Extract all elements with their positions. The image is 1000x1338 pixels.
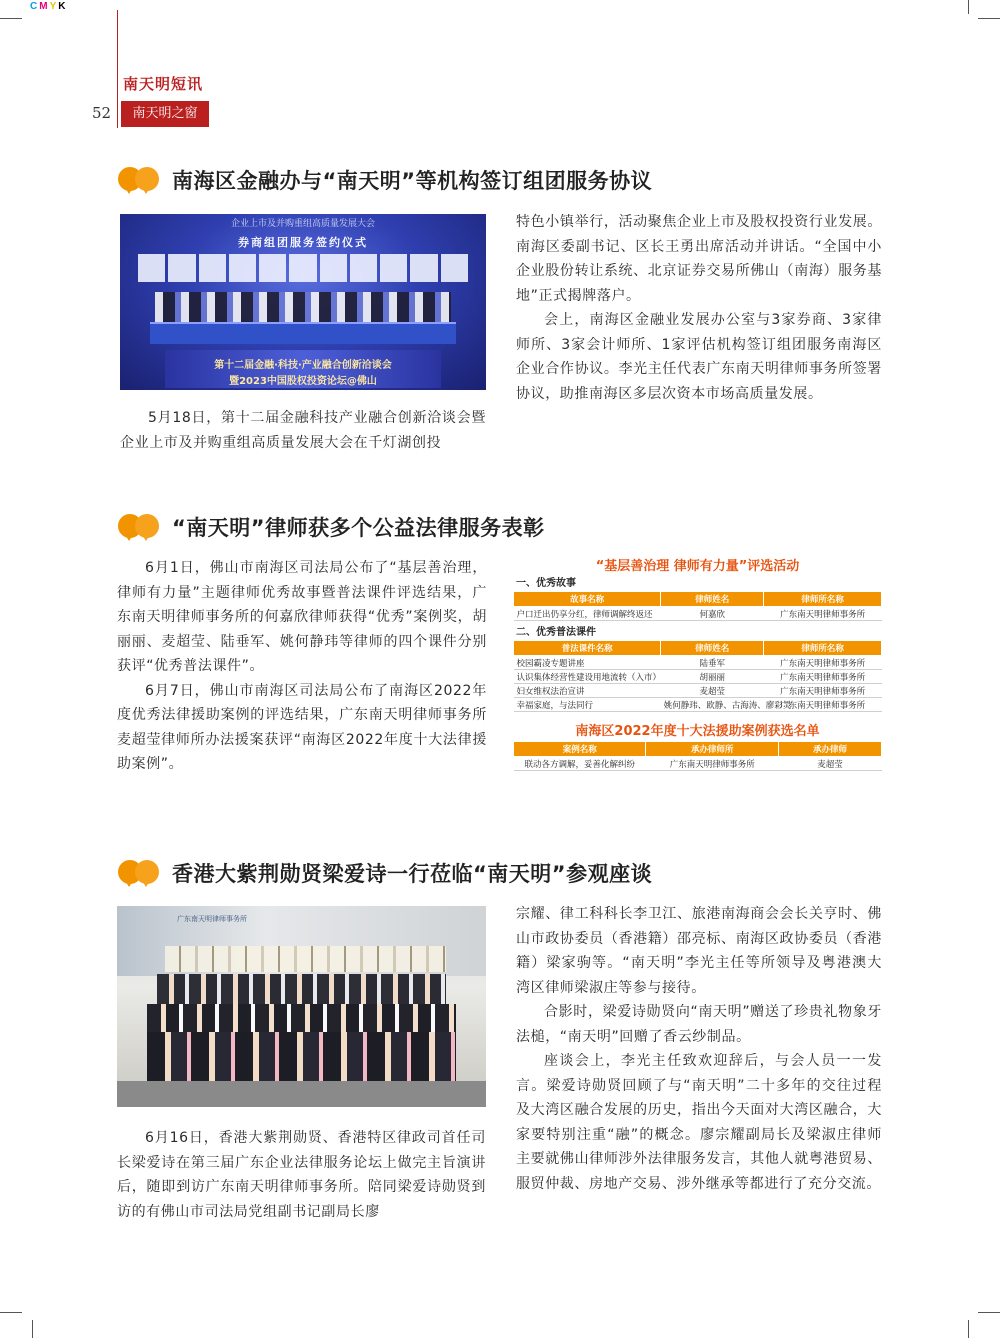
article3-heading: [118, 855, 652, 891]
article3-title: 香港大紫荆勋贤梁爱诗一行莅临“南天明”参观座谈: [172, 862, 653, 886]
column-name: 南天明短讯: [123, 75, 204, 93]
table-row: [514, 698, 882, 712]
table-cell: 姚何静玮、欧静、古海涛、廖彩灵: [661, 698, 764, 712]
photo-banner-line2: 暨2023中国股权投资论坛@佛山: [229, 376, 377, 387]
speech-bubbles-icon: [118, 855, 166, 891]
signing-ceremony-photo: [120, 214, 486, 390]
table-header: 律师姓名: [661, 592, 764, 607]
table-cell: 户口迁出仍享分红，律师调解终返还: [514, 607, 661, 621]
table-cell: 妇女维权法治宣讲: [514, 684, 661, 698]
cmyk-y: Y: [49, 1, 59, 12]
photo-stage-text: 企业上市及并购重组高质量发展大会: [230, 219, 375, 229]
table-cell: 麦超莹: [661, 684, 764, 698]
table-header: 律师所名称: [764, 592, 882, 607]
courseware-table: [513, 640, 882, 712]
table-cell: 广东南天明律师事务所: [764, 670, 882, 684]
page-number: 52: [92, 104, 112, 122]
table-cell: 陆垂军: [661, 656, 764, 670]
table-row: [514, 757, 882, 771]
table-row: [514, 656, 882, 670]
table-header: 故事名称: [514, 592, 661, 607]
article2-para1: 6月1日，佛山市南海区司法局公布了“基层善治理，律师有力量”主题律师优秀故事暨普法课件评选结果，广东南天明律师事务所的何嘉欣律师获得“优秀”案例奖，胡丽丽、麦超莹、陆垂军、姚何静玮等律师的四个课件分别获评“优秀普法课件”。: [117, 560, 487, 674]
legal-aid-table-title: 南海区2022年度十大法援助案例获选名单: [575, 724, 820, 739]
article3-para2: 合影时，梁爱诗勋贤向“南天明”赠送了珍贵礼物象牙法槌，“南天明”回赠了香云纱制品。: [516, 1004, 882, 1045]
article3-para3: 座谈会上，李光主任致欢迎辞后，与会人员一一发言。梁爱诗勋贤回顾了与“南天明”二十多年的交往过程及大湾区融合发展的历史，指出今天面对大湾区融合，大家要特别注重“融”的概念。廖宗耀副局长及梁淑庄律师主要就佛山律师涉外法律服务发言，其他人就粤港贸易、服贸仲裁、房地产交易、涉外继承等都进行了充分交流。: [516, 1053, 882, 1192]
crop-mark: [968, 1320, 969, 1338]
table-cell: 麦超莹: [778, 757, 881, 771]
crop-mark: [978, 18, 1000, 19]
table-cell: 广东南天明律师事务所: [764, 656, 882, 670]
article1-heading: [118, 162, 652, 198]
article2-body: [117, 556, 487, 777]
article1-caption: [120, 406, 486, 455]
legal-aid-table: [513, 741, 882, 771]
photo-signing-table: [150, 322, 456, 344]
table-cell: 广东南天明律师事务所: [646, 757, 778, 771]
photo-certificates-wall: [165, 946, 446, 972]
award-table-title: “基层善治理 律师有力量”评选活动: [595, 559, 800, 574]
table-cell: 联动各方调解，妥善化解纠纷: [514, 757, 646, 771]
section2-label: 二、优秀普法课件: [516, 627, 596, 638]
article3-left-body: [117, 1126, 486, 1224]
crop-mark: [0, 1312, 22, 1313]
group-photo: [117, 906, 486, 1107]
photo-stage-title: 券商组团服务签约仪式: [238, 236, 368, 249]
stories-table: [513, 591, 882, 621]
crop-mark: [968, 0, 969, 14]
article3-left-para: 6月16日，香港大紫荆勋贤、香港特区律政司首任司长梁爱诗在第三届广东企业法律服务论坛上做完主旨演讲后，随即到访广东南天明律师事务所。陪同梁爱诗勋贤到访的有佛山市司法局党组副书记副局长廖: [117, 1130, 486, 1220]
photo-nameplates: [138, 254, 468, 282]
crop-mark: [0, 18, 22, 19]
photo-wall-logo: 广东南天明律师事务所: [177, 915, 247, 923]
table-header: 律师所名称: [764, 641, 882, 656]
article3-right-body: [516, 902, 882, 1196]
table-cell: 幸福家庭，与法同行: [514, 698, 661, 712]
column-tab: 南天明之窗: [121, 101, 209, 127]
table-row: [514, 670, 882, 684]
cmyk-m: M: [39, 1, 50, 12]
article2-heading: [118, 509, 545, 545]
article1-body: [516, 210, 882, 406]
table-header: 律师姓名: [661, 641, 764, 656]
table-header: 普法课件名称: [514, 641, 661, 656]
article1-title: 南海区金融办与“南天明”等机构签订组团服务协议: [172, 169, 653, 193]
cmyk-mark: [30, 1, 67, 12]
speech-bubbles-icon: [118, 509, 166, 545]
table-row: [514, 684, 882, 698]
table-cell: 胡丽丽: [661, 670, 764, 684]
table-cell: 广东南天明律师事务所: [764, 698, 882, 712]
table-cell: 何嘉欣: [661, 607, 764, 621]
article1-para1: 特色小镇举行，活动聚焦企业上市及股权投资行业发展。南海区委副书记、区长王勇出席活动并讲话。“全国中小企业股份转让系统、北京证券交易所佛山（南海）服务基地”正式揭牌落户。: [516, 214, 882, 304]
article2-para2: 6月7日，佛山市南海区司法局公布了南海区2022年度优秀法律援助案例的评选结果，广东南天明律师事务所麦超莹律师所办法援案获评“南海区2022年度十大法律援助案例”。: [117, 682, 487, 772]
section1-label: 一、优秀故事: [516, 578, 576, 589]
photo-front-row: [147, 1032, 456, 1082]
article3-para1: 宗耀、律工科科长李卫江、旅港南海商会会长关亨时、佛山市政协委员（香港籍）邵亮标、南海区政协委员（香港籍）梁家驹等。“南天明”李光主任等所领导及粤港澳大湾区律师梁淑庄等参与接待。: [516, 906, 882, 996]
header-rule: [117, 10, 118, 128]
table-header: 承办律师所: [646, 742, 778, 757]
table-cell: 广东南天明律师事务所: [764, 684, 882, 698]
award-tables: [513, 558, 882, 771]
table-cell: 校园霸凌专题讲座: [514, 656, 661, 670]
table-header: 案例名称: [514, 742, 646, 757]
cmyk-c: C: [30, 1, 40, 12]
article2-title: “南天明”律师获多个公益法律服务表彰: [172, 516, 545, 540]
article1-para2: 会上，南海区金融业发展办公室与3家券商、3家律师所、3家会计师所、1家评估机构签订组团服务南海区企业合作协议。李光主任代表广东南天明律师事务所签署协议，助推南海区多层次资本市场高质量发展。: [516, 312, 882, 402]
table-cell: 广东南天明律师事务所: [764, 607, 882, 621]
table-row: [514, 607, 882, 621]
table-cell: 认识集体经营性建设用地流转（入市）: [514, 670, 661, 684]
photo-floor: [117, 1081, 486, 1107]
article1-caption-text: 5月18日，第十二届金融科技产业融合创新洽谈会暨企业上市及并购重组高质量发展大会在千灯湖创投: [120, 410, 486, 451]
cmyk-k: K: [58, 1, 68, 12]
photo-banner-line1: 第十二届金融·科技·产业融合创新洽谈会: [214, 360, 392, 371]
crop-mark: [978, 1312, 1000, 1313]
speech-bubbles-icon: [118, 162, 166, 198]
crop-mark: [32, 1320, 33, 1338]
table-header: 承办律师: [778, 742, 881, 757]
